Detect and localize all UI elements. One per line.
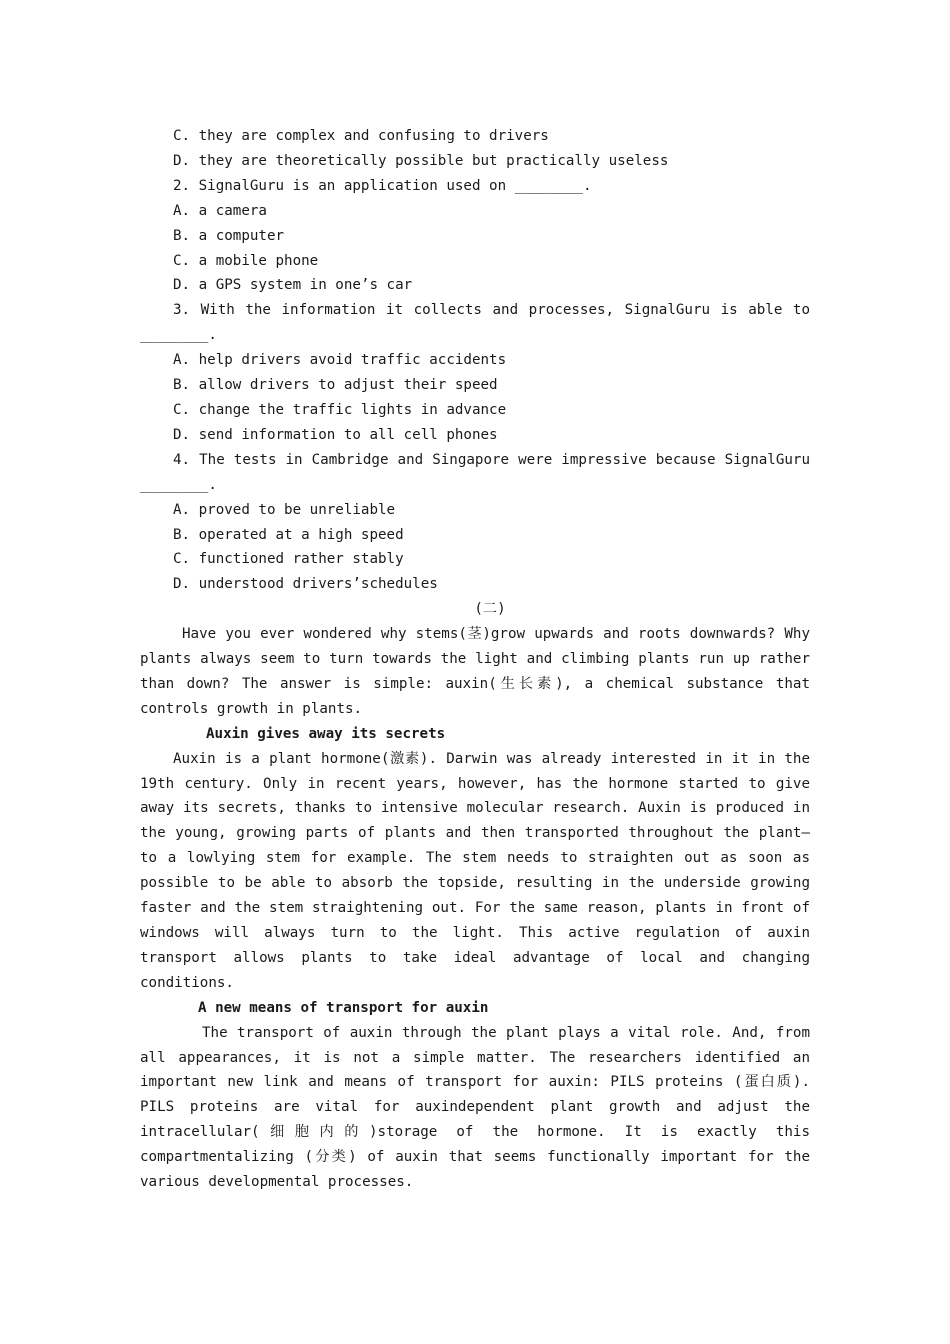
q4-option-b: B. operated at a high speed (173, 526, 404, 543)
q2-stem: 2. SignalGuru is an application used on ________. (173, 177, 592, 194)
q4-stem: 4. The tests in Cambridge and Singapore were impressive because SignalGuru ________. (140, 451, 810, 493)
q4-option-d: D. understood drivers’schedules (173, 576, 438, 593)
transport-paragraph: The transport of auxin through the plant plays a vital role. And, from all appearances, it is not a simple matter. The researchers identified an important new link and means of transport for auxin: PILS proteins (蛋白质). PILS proteins are vital for auxindependent plant growth and adjust the intracellular(细胞内的)storage of the hormone. It is exactly this compartmentalizing (分类) of auxin that seems functionally important for the various developmental processes. (140, 1024, 810, 1191)
q2-option-a: A. a camera (173, 202, 267, 219)
section-heading-transport: A new means of transport for auxin (198, 999, 489, 1016)
q3-option-c: C. change the traffic lights in advance (173, 401, 507, 418)
q2-option-b: B. a computer (173, 227, 285, 244)
q4-option-a: A. proved to be unreliable (173, 501, 396, 518)
intro-paragraph: Have you ever wondered why stems(茎)grow upwards and roots downwards? Why plants always seem to turn towards the light and climbing plants run up rather than down? The answer is simple: auxin(生长素), a chemical substance that controls growth in plants. (140, 626, 810, 717)
q1-option-c: C. they are complex and confusing to drivers (173, 128, 549, 144)
document-page (140, 124, 810, 1195)
q3-option-d: D. send information to all cell phones (173, 426, 498, 443)
q2-option-d: D. a GPS system in one’s car (173, 277, 413, 294)
q3-option-a: A. help drivers avoid traffic accidents (173, 352, 507, 369)
q3-option-b: B. allow drivers to adjust their speed (173, 377, 498, 394)
q4-option-c: C. functioned rather stably (173, 551, 404, 568)
section-marker: (二) (474, 601, 506, 618)
q1-option-d: D. they are theoretically possible but practically useless (173, 152, 669, 169)
q2-option-c: C. a mobile phone (173, 252, 319, 269)
secrets-paragraph: Auxin is a plant hormone(激素). Darwin was already interested in it in the 19th century. Only in recent years, however, has the hormone started to give away its secrets, thanks to intensive molecular research. Auxin is produced in the young, growing parts of plants and then transported throughout the plant—to a lowlying stem for example. The stem needs to straighten out as soon as possible to be able to absorb the topside, resulting in the underside growing faster and the stem straightening out. For the same reason, plants in front of windows will always turn to the light. This active regulation of auxin transport allows plants to take ideal advantage of local and changing conditions. (140, 750, 810, 991)
section-heading-secrets: Auxin gives away its secrets (206, 725, 446, 742)
q3-stem: 3. With the information it collects and processes, SignalGuru is able to ________. (140, 302, 810, 344)
